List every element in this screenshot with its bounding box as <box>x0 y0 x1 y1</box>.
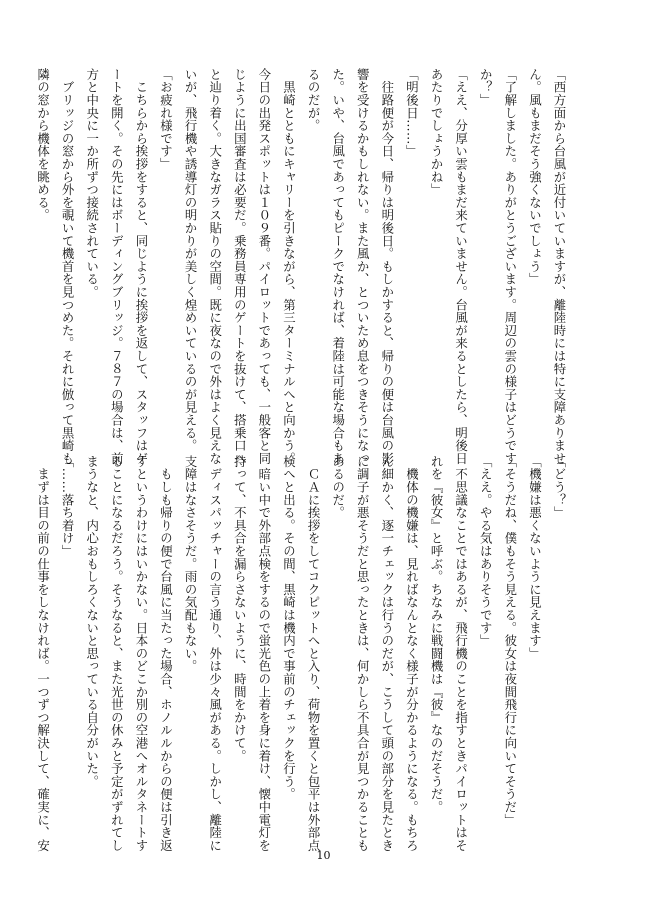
text-line: 不思議なことではあるが、飛行機のことを指すときパイロットはそ <box>453 455 469 852</box>
text-line: 響を受けるかもしれない。また風か、とついため息をつきそうになっ <box>355 68 371 465</box>
text-line: た。いや、台風であってもピークでなければ、着陸は可能な場合もあ <box>330 68 346 465</box>
text-line: 「そうだね、僕もそう見える。彼女は夜間飛行に向いてそうだ」 <box>502 455 518 827</box>
text-line: に調子が悪そうだと思ったときは、何かしら不具合が見つかることも <box>355 455 371 852</box>
page-number: 10 <box>316 849 331 862</box>
text-line: 「機嫌は悪くないように見えます」 <box>527 455 543 660</box>
text-line: 「ええ。やる気はありそうです」 <box>478 455 494 647</box>
text-line: 機体の機嫌は、見ればなんとなく様子が分かるようになる。もちろ <box>404 455 420 852</box>
text-line: ートを開く。その先にはボーディングブリッジ。７８７の場合は、前 <box>109 68 125 465</box>
text-line: すというわけにはいかない。日本のどこか別の空港へオルタネートす <box>133 455 149 852</box>
text-line: ディスパッチャーの言う通り、外は少々風がある。しかし、離陸に <box>207 455 223 852</box>
text-line: いが、飛行機や誘導灯の明かりが美しく煌めいているのが見える。 <box>183 68 199 452</box>
text-line: 黒崎とともにキャリーを引きながら、第三ターミナルへと向かう。 <box>281 68 297 465</box>
text-line: れを『彼女』と呼ぶ。ちなみに戦闘機は『彼』なのだそうだ。 <box>429 455 445 814</box>
text-line: じように出国審査は必要だ。乗務員専用のゲートを抜けて、搭乗口へ <box>232 68 248 465</box>
text-line: まうなと、内心おもしろくないと思っている自分がいた。 <box>84 455 100 788</box>
text-line: と辿り着く。大きなガラス貼りの空間。既に夜なので外はよく見えな <box>207 68 223 465</box>
text-line: 「どう？」 <box>552 455 567 519</box>
text-line: 「ええ、分厚い雲もまだ来ていません。台風が来るとしたら、明後日 <box>453 68 469 465</box>
text-line: 支障はなさそうだ。雨の気配もない。 <box>183 455 199 673</box>
text-line: 方と中央に一か所ずつ接続されている。 <box>84 68 100 299</box>
text-line: 往路便が今日、帰りは明後日。もしかすると、帰りの便は台風の影 <box>379 68 395 465</box>
text-line: 「お疲れ様です」 <box>158 68 174 171</box>
text-line: あたりでしょうかね」 <box>429 68 445 196</box>
text-line: か？」 <box>478 68 494 107</box>
text-line: ん。風もまだそう強くないでしょう」 <box>527 68 543 286</box>
text-line: 今日の出発スポットは１０９番。パイロットであっても、一般客と同 <box>256 68 272 465</box>
text-line: ん細かく、逐一チェックは行うのだが、こうして頭の部分を見たとき <box>379 455 395 852</box>
text-line: まずは目の前の仕事をしなければ。一つずつ解決して、確実に、安 <box>35 455 51 852</box>
text-line: あるのだ。 <box>330 455 346 519</box>
text-line: 暗い中で外部点検をするので蛍光色の上着を身に着け、懐中電灯を <box>256 455 272 852</box>
text-line: ＣＡに挨拶をしてコクピットへと入り、荷物を置くと包平は外部点 <box>306 455 322 852</box>
text-line: 持って、不具合を漏らさないように、時間をかけて。 <box>232 455 248 763</box>
lower-text-block <box>35 455 571 852</box>
text-line: 隣の窓から機体を眺める。 <box>35 68 51 222</box>
text-line: 「明後日……」 <box>404 68 420 158</box>
text-line: ブリッジの窓から外を覗いて機首を見つめた。それに倣って黒崎も <box>60 68 76 465</box>
text-line: 「西方面から台風が近付いていますが、離陸時には特に支障ありませ <box>552 68 567 465</box>
text-line: 検へと出る。その間、黒崎は機内で事前のチェックを行う。 <box>281 455 297 801</box>
text-line: るのだが。 <box>306 68 322 132</box>
text-line: もしも帰りの便で台風に当たった場合、ホノルルからの便は引き返 <box>158 455 174 852</box>
upper-text-block <box>35 68 571 465</box>
text-line: ることになるだろう。そうなると、また光世の休みと予定がずれてし <box>109 455 125 852</box>
text-line: 「……落ち着け」 <box>60 455 76 558</box>
text-line: こちらから挨拶をすると、同じように挨拶を返して、スタッフはゲ <box>133 68 149 465</box>
text-line: 「了解しました。ありがとうございます。周辺の雲の様子はどうです <box>502 68 518 465</box>
